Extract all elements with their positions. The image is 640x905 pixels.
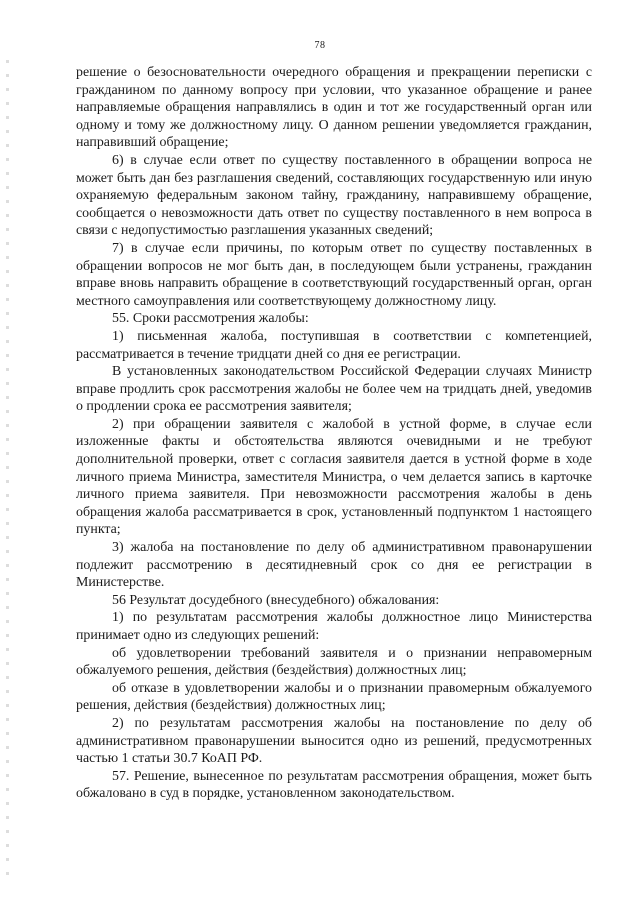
paragraph-55-extension: В установленных законодательством Российской Федерации случаях Министр вправе продлить срок рассмотрения жалобы не более чем на тридцать дней, уведомив о продлении срока ее рассмотрения заявителя; (76, 364, 592, 415)
paragraph-55-item-1: 1) письменная жалоба, поступившая в соответствии с компетенцией, рассматривается в течение тридцати дней со дня ее регистрации. (76, 328, 592, 362)
paragraph-item-7: 7) в случае если причины, по которым ответ по существу поставленных в обращении вопросов не мог быть дан, в последующем были устранены, гражданин вправе вновь направить обращение в соответствующий государственный орган, орган местного самоуправления или соответствующему должностному лицу. (76, 240, 592, 309)
paragraph-56-item-2: 2) по результатам рассмотрения жалобы на постановление по делу об административном правонарушении выносится одно из решений, предусмотренных частью 1 статьи 30.7 КоАП РФ. (76, 715, 592, 767)
document-body (76, 64, 592, 803)
page-number: 78 (314, 40, 326, 51)
paragraph-item-6: 6) в случае если ответ по существу поставленного в обращении вопроса не может быть дан без разглашения сведений, составляющих государственную или иную охраняемую федеральным законом тайну, гражданину, направившему обращение, сообщается о невозможности дать ответ по существу поставленного в нем вопроса в связи с недопустимостью разглашения указанных сведений; (76, 152, 592, 239)
paragraph-56-decision-refuse: об отказе в удовлетворении жалобы и о признании правомерным обжалуемого решения, действия (бездействия) должностных лиц; (76, 680, 592, 714)
paragraph-continuation: решение о безосновательности очередного обращения и прекращении переписки с гражданином по данному вопросу при условии, что указанное обращение и ранее направляемые обращения направлялись в один и тот же государственный орган или одному и тому же должностному лицу. О данном решении уведомляется гражданин, направивший обращение; (76, 65, 592, 151)
paragraph-55-item-2: 2) при обращении заявителя с жалобой в устной форме, в случае если изложенные факты и обстоятельства являются очевидными и не требуют дополнительной проверки, ответ с согласия заявителя дается в устной форме в ходе личного приема Министра, заместителя Министра, о чем делается запись в карточке личного приема заявителя. При невозможности рассмотрения жалобы в день обращения жалоба рассматривается в срок, установленный подпунктом 1 настоящего пункта; (76, 416, 592, 538)
section-56-heading: 56 Результат досудебного (внесудебного) обжалования: (112, 592, 440, 608)
section-57: 57. Решение, вынесенное по результатам рассмотрения обращения, может быть обжаловано в суд в порядке, установленном законодательством. (76, 768, 592, 802)
paragraph-56-decision-satisfy: об удовлетворении требований заявителя и о признании неправомерным обжалуемого решения, действия (бездействия) должностных лиц; (76, 645, 592, 679)
section-55-heading: 55. Сроки рассмотрения жалобы: (112, 311, 309, 327)
scan-edge-marks (6, 60, 9, 880)
paragraph-55-item-3: 3) жалоба на постановление по делу об административном правонарушении подлежит рассмотрению в десятидневный срок со дня ее регистрации в Министерстве. (76, 540, 592, 591)
paragraph-56-item-1: 1) по результатам рассмотрения жалобы должностное лицо Министерства принимает одно из следующих решений: (76, 610, 592, 643)
